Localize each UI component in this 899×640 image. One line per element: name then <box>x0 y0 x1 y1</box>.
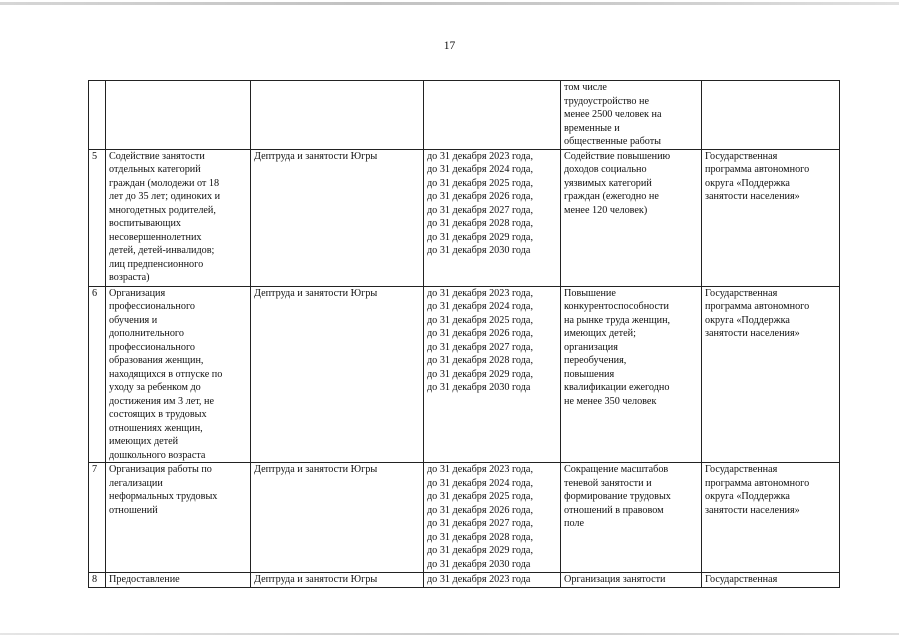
row-number-cell <box>89 81 106 150</box>
deadline-cell <box>424 81 561 150</box>
deadline-cell: до 31 декабря 2023 года, до 31 декабря 2024 года, до 31 декабря 2025 года, до 31 декабря 2026 года, до 31 декабря 2027 года, до 31 декабря 2028 года, до 31 декабря 2029 года, до 31 декабря 2030 года <box>424 286 561 463</box>
program-cell: Государственная программа автономного округа «Поддержка занятости населения» <box>702 286 840 463</box>
scan-edge-bottom <box>0 633 899 635</box>
deadline-cell: до 31 декабря 2023 года, до 31 декабря 2024 года, до 31 декабря 2025 года, до 31 декабря 2026 года, до 31 декабря 2027 года, до 31 декабря 2028 года, до 31 декабря 2029 года, до 31 декабря 2030 года <box>424 149 561 286</box>
deadline-cell: до 31 декабря 2023 года, до 31 декабря 2024 года, до 31 декабря 2025 года, до 31 декабря 2026 года, до 31 декабря 2027 года, до 31 декабря 2028 года, до 31 декабря 2029 года, до 31 декабря 2030 года <box>424 463 561 573</box>
table-row <box>89 573 840 588</box>
result-cell: Повышение конкурентоспособности на рынке труда женщин, имеющих детей; организация переобучения, повышения квалификации ежегодно не менее 350 человек <box>561 286 702 463</box>
row-number-cell: 7 <box>89 463 106 573</box>
executor-cell <box>251 81 424 150</box>
result-cell: Организация занятости <box>561 573 702 588</box>
executor-cell: Дептруда и занятости Югры <box>251 463 424 573</box>
scan-edge-top <box>0 2 899 5</box>
program-cell: Государственная программа автономного округа «Поддержка занятости населения» <box>702 463 840 573</box>
executor-cell: Дептруда и занятости Югры <box>251 149 424 286</box>
program-cell: Государственная <box>702 573 840 588</box>
measure-cell: Содействие занятости отдельных категорий граждан (молодежи от 18 лет до 35 лет; одиноких и многодетных родителей, воспитывающих несовершеннолетних детей, детей-инвалидов; лиц предпенсионного возраста) <box>106 149 251 286</box>
measures-table <box>88 80 840 588</box>
table-row <box>89 81 840 150</box>
program-cell <box>702 81 840 150</box>
table-row <box>89 463 840 573</box>
measure-cell: Организация работы по легализации неформальных трудовых отношений <box>106 463 251 573</box>
executor-cell: Дептруда и занятости Югры <box>251 573 424 588</box>
row-number-cell: 8 <box>89 573 106 588</box>
row-number-cell: 6 <box>89 286 106 463</box>
row-number-cell: 5 <box>89 149 106 286</box>
measure-cell <box>106 81 251 150</box>
page-number: 17 <box>443 40 456 52</box>
result-cell: Содействие повышению доходов социально уязвимых категорий граждан (ежегодно не менее 120 человек) <box>561 149 702 286</box>
measure-cell: Организация профессионального обучения и дополнительного профессионального образования женщин, находящихся в отпуске по уходу за ребенком до достижения им 3 лет, не состоящих в трудовых отношениях женщин, имеющих детей дошкольного возраста <box>106 286 251 463</box>
result-cell: Сокращение масштабов теневой занятости и формирование трудовых отношений в правовом поле <box>561 463 702 573</box>
table-row <box>89 149 840 286</box>
executor-cell: Дептруда и занятости Югры <box>251 286 424 463</box>
program-cell: Государственная программа автономного округа «Поддержка занятости населения» <box>702 149 840 286</box>
result-cell: том числе трудоустройство не менее 2500 человек на временные и общественные работы <box>561 81 702 150</box>
table-row <box>89 286 840 463</box>
deadline-cell: до 31 декабря 2023 года <box>424 573 561 588</box>
measure-cell: Предоставление <box>106 573 251 588</box>
